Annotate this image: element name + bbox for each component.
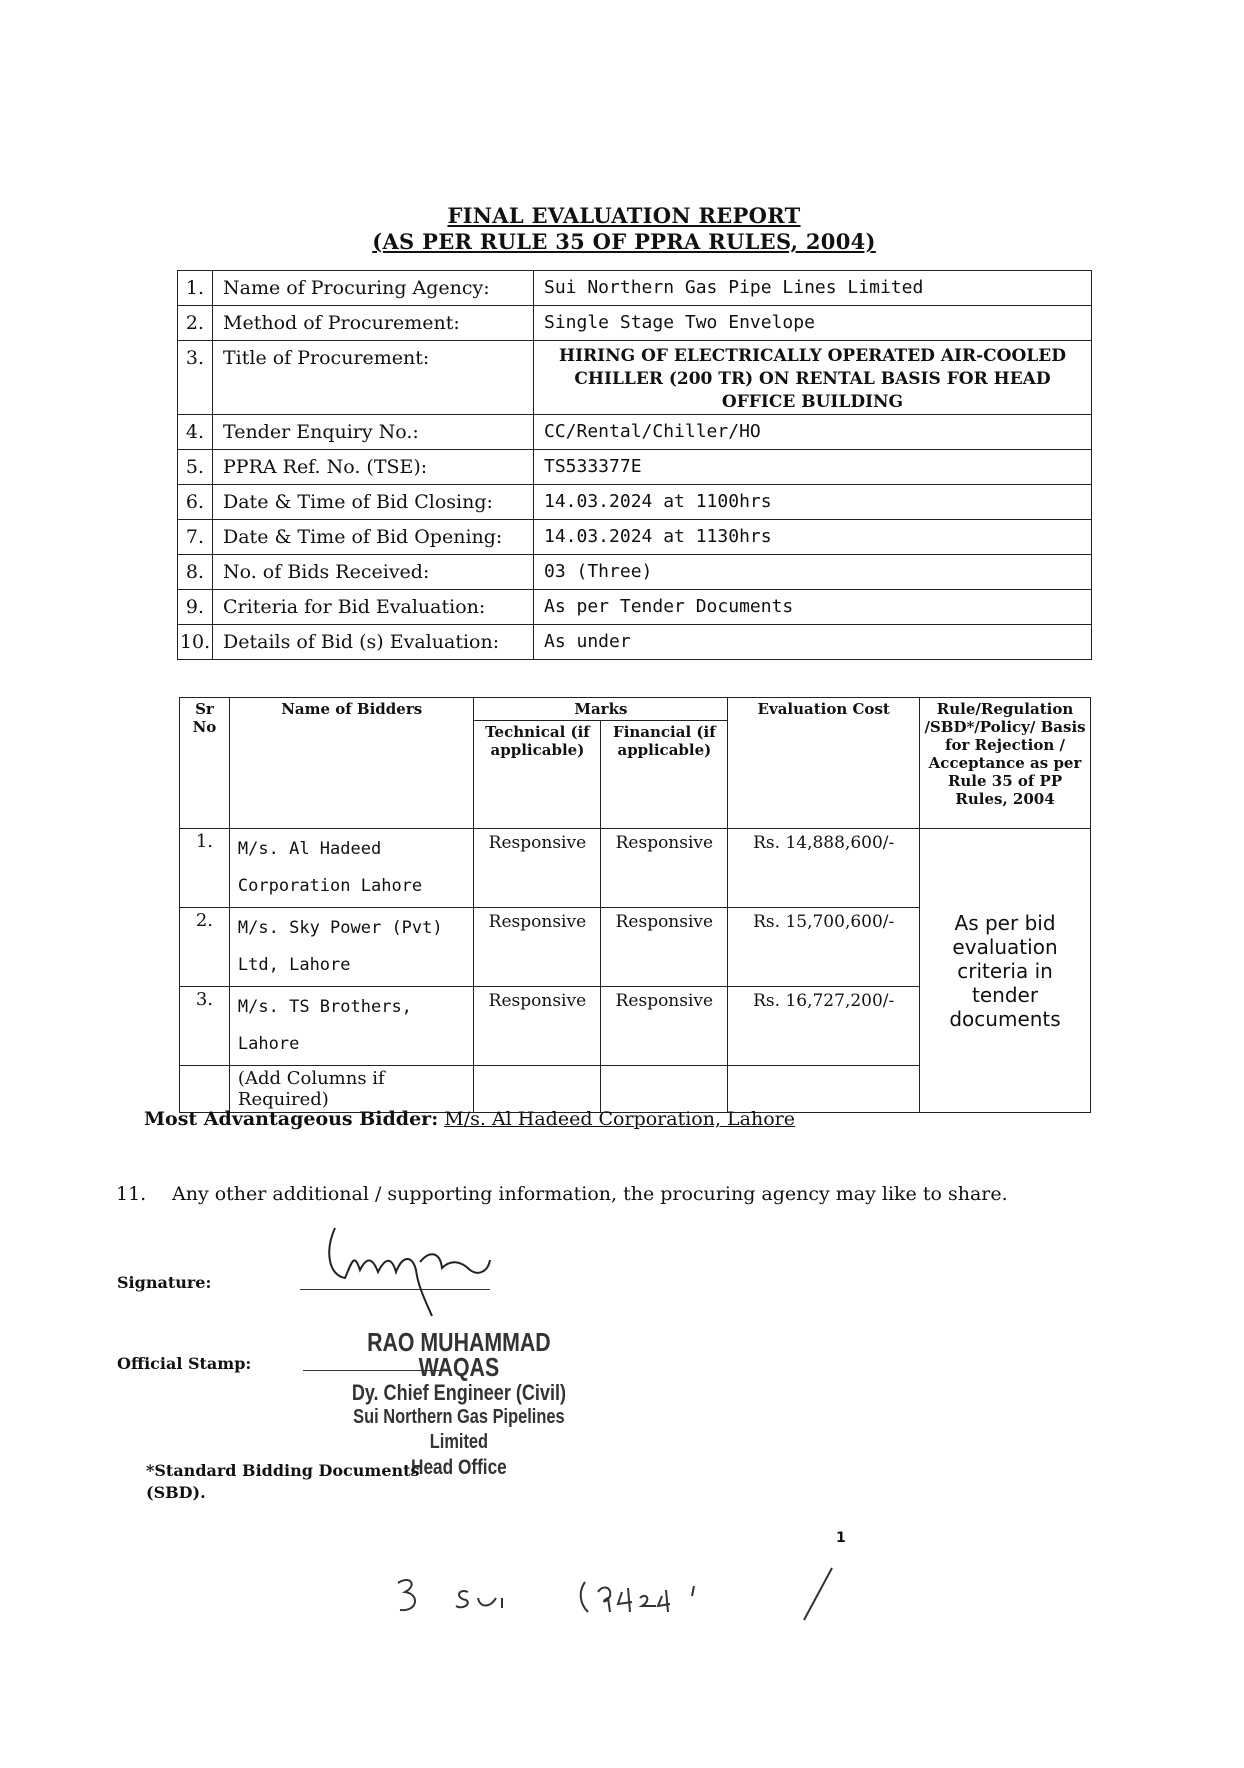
info-row-number: 4. [178,415,213,450]
rule-regulation-header: Rule/Regulation /SBD*/Policy/ Basis for Rejection / Acceptance as per Rule 35 of PP Rules, 2004 [920,698,1091,829]
signature-label: Signature: [117,1273,212,1292]
item-11-text: Any other additional / supporting information, the procuring agency may like to share. [172,1183,1008,1205]
info-row-value: 03 (Three) [534,555,1092,590]
marks-header: Marks [474,698,728,721]
report-title: FINAL EVALUATION REPORT [447,203,801,228]
technical-status: Responsive [474,829,601,908]
info-row-number: 5. [178,450,213,485]
financial-status: Responsive [601,987,728,1066]
add-columns-note: (Add Columns if Required) [229,1066,474,1113]
technical-status: Responsive [474,987,601,1066]
official-stamp-label: Official Stamp: [117,1354,252,1373]
stamp-name: RAO MUHAMMAD WAQAS [367,1327,551,1382]
bid-sr: 1. [180,829,230,908]
info-row-number: 2. [178,306,213,341]
info-row-number: 8. [178,555,213,590]
info-row-label: Name of Procuring Agency: [213,271,534,306]
stamp-company: Sui Northern Gas Pipelines Limited [353,1406,565,1453]
evaluation-cost: Rs. 16,727,200/- [728,987,920,1066]
technical-header: Technical (if applicable) [474,721,601,829]
info-row-label: PPRA Ref. No. (TSE): [213,450,534,485]
info-row-value: CC/Rental/Chiller/HO [534,415,1092,450]
info-row-number: 6. [178,485,213,520]
info-row-label: Title of Procurement: [213,341,534,415]
info-row-value: HIRING OF ELECTRICALLY OPERATED AIR-COOLED CHILLER (200 TR) ON RENTAL BASIS FOR HEAD OFFICE BUILDING [534,341,1092,415]
evaluation-cost: Rs. 14,888,600/- [728,829,920,908]
info-row-value: 14.03.2024 at 1130hrs [534,520,1092,555]
info-row-number: 9. [178,590,213,625]
info-row-number: 7. [178,520,213,555]
info-row-label: No. of Bids Received: [213,555,534,590]
evaluation-cost: Rs. 15,700,600/- [728,908,920,987]
info-row-number: 3. [178,341,213,415]
info-row-label: Criteria for Bid Evaluation: [213,590,534,625]
info-row-value: As under [534,625,1092,660]
info-row-value: TS533377E [534,450,1092,485]
info-row-number: 10. [178,625,213,660]
page-number: 1 [836,1530,846,1546]
stamp-office: Head Office [411,1456,507,1479]
info-row-value: Single Stage Two Envelope [534,306,1092,341]
name-of-bidders-header: Name of Bidders [229,698,474,829]
info-row-label: Method of Procurement: [213,306,534,341]
info-row-value: As per Tender Documents [534,590,1092,625]
info-row-label: Details of Bid (s) Evaluation: [213,625,534,660]
item-11-number: 11. [116,1183,147,1205]
info-row-number: 1. [178,271,213,306]
bidder-name: M/s. TS Brothers, Lahore [229,987,474,1066]
financial-status: Responsive [601,908,728,987]
bid-sr: 3. [180,987,230,1066]
sr-no-header: Sr No [180,698,230,829]
info-row-label: Tender Enquiry No.: [213,415,534,450]
rule-basis: As per bid evaluation criteria in tender documents [920,829,1091,1113]
info-row-label: Date & Time of Bid Opening: [213,520,534,555]
bidder-name: M/s. Sky Power (Pvt) Ltd, Lahore [229,908,474,987]
financial-status: Responsive [601,829,728,908]
report-subtitle: (AS PER RULE 35 OF PPRA RULES, 2004) [372,229,876,254]
bidder-name: M/s. Al Hadeed Corporation Lahore [229,829,474,908]
most-advantageous-label: Most Advantageous Bidder: [144,1108,439,1130]
evaluation-cost-header: Evaluation Cost [728,698,920,829]
info-row-label: Date & Time of Bid Closing: [213,485,534,520]
technical-status: Responsive [474,908,601,987]
bid-sr: 2. [180,908,230,987]
sbd-footnote-line1: *Standard Bidding Documents [146,1461,420,1480]
financial-header: Financial (if applicable) [601,721,728,829]
most-advantageous-value: M/s. Al Hadeed Corporation, Lahore [444,1108,796,1130]
info-row-value: 14.03.2024 at 1100hrs [534,485,1092,520]
stamp-designation: Dy. Chief Engineer (Civil) [351,1380,566,1405]
sbd-footnote-line2: (SBD). [146,1483,206,1502]
info-row-value: Sui Northern Gas Pipe Lines Limited [534,271,1092,306]
